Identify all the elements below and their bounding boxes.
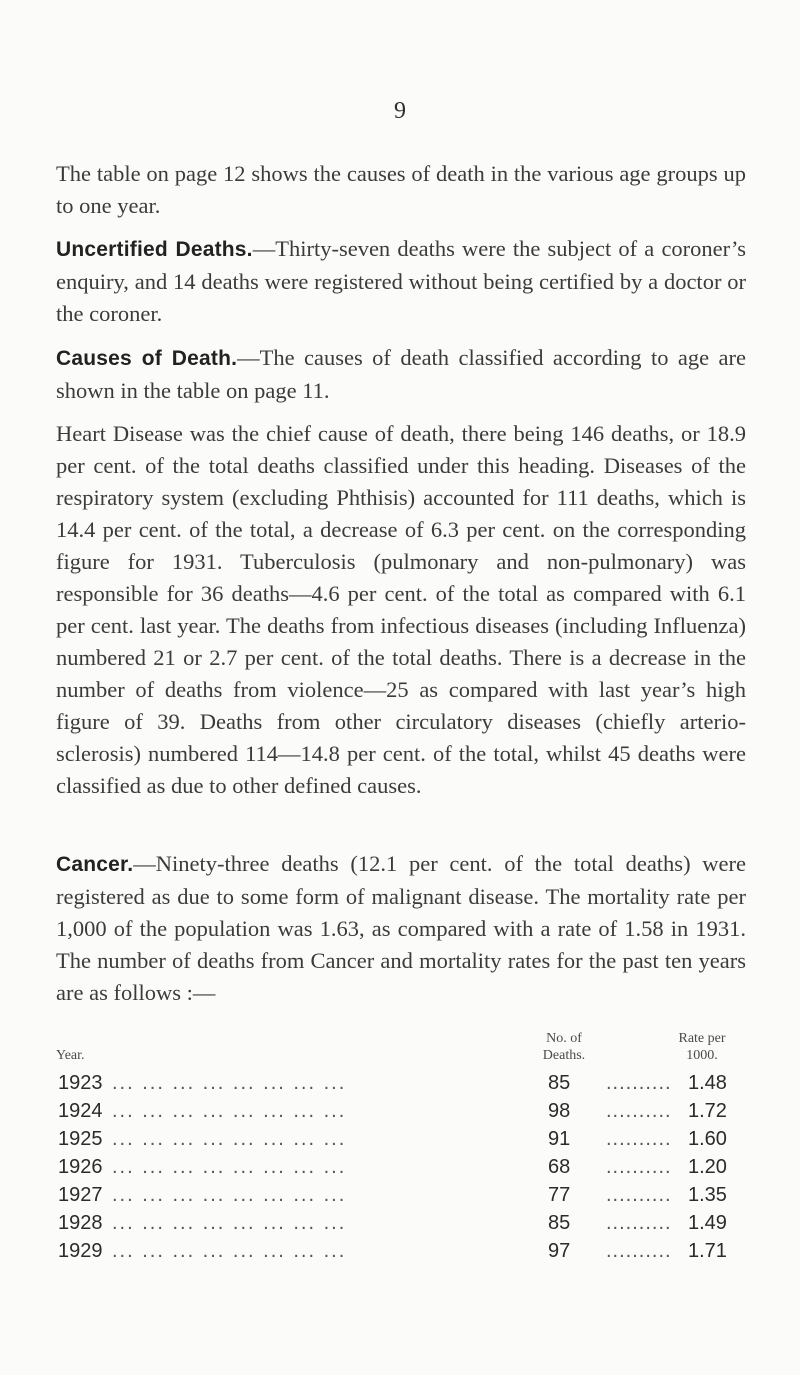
deaths-header-line2: Deaths. [542, 1048, 586, 1063]
table-row [0, 1154, 800, 1182]
row-deaths: 91 [548, 1128, 571, 1150]
row-rate: 1.60 [688, 1128, 727, 1150]
cancer-heading: Cancer. [56, 853, 134, 876]
table-row [0, 1098, 800, 1126]
uncertified-deaths-heading: Uncertified Deaths. [56, 238, 253, 261]
dot-leader: ... ... ... ... ... ... ... ... [112, 1128, 347, 1150]
dot-leader: ... ... ... ... ... ... ... ... [112, 1100, 347, 1122]
cancer-table-header [0, 1030, 800, 1070]
row-year: 1927 [58, 1184, 103, 1206]
rate-header-line2: 1000. [686, 1048, 718, 1063]
dot-leader: ... ... ... ... ... ... ... ... [112, 1240, 347, 1262]
row-rate: 1.72 [688, 1100, 727, 1122]
causes-of-death-text: —The causes of death classified according to age are shown in the table on page 11. [56, 345, 746, 403]
row-year: 1925 [58, 1128, 103, 1150]
causes-of-death-heading: Causes of Death. [56, 347, 238, 370]
row-rate: 1.49 [688, 1212, 727, 1234]
row-rate: 1.35 [688, 1184, 727, 1206]
intro-paragraph: The table on page 12 shows the causes of death in the various age groups up to one year. [56, 161, 746, 218]
row-rate: 1.71 [688, 1240, 727, 1262]
table-row [0, 1182, 800, 1210]
dot-leader: .......... [606, 1212, 672, 1234]
row-year: 1924 [58, 1100, 103, 1122]
row-deaths: 85 [548, 1072, 571, 1094]
row-rate: 1.20 [688, 1156, 727, 1178]
row-deaths: 68 [548, 1156, 571, 1178]
dot-leader: ... ... ... ... ... ... ... ... [112, 1156, 347, 1178]
table-row [0, 1238, 800, 1266]
row-deaths: 97 [548, 1240, 571, 1262]
table-row [0, 1210, 800, 1238]
dot-leader: .......... [606, 1156, 672, 1178]
year-column-header: Year. [56, 1048, 85, 1063]
cancer-text: —Ninety-three deaths (12.1 per cent. of the total deaths) were registered as due to some form of malignant disease. The mortality rate per 1,000 of the population was 1.63, as compared with a rate of 1.58 in 1931. The number of deaths from Cancer and mortality rates for the past ten years are as follows :— [56, 851, 746, 1005]
deaths-header-line1: No. of [546, 1031, 582, 1046]
dot-leader: .......... [606, 1072, 672, 1094]
row-deaths: 98 [548, 1100, 571, 1122]
dot-leader: ... ... ... ... ... ... ... ... [112, 1072, 347, 1094]
causes-of-death-paragraph [56, 342, 746, 407]
row-year: 1926 [58, 1156, 103, 1178]
dot-leader: .......... [606, 1184, 672, 1206]
rate-header-line1: Rate per [678, 1031, 726, 1046]
uncertified-deaths-paragraph [56, 233, 746, 330]
row-deaths: 85 [548, 1212, 571, 1234]
dot-leader: ... ... ... ... ... ... ... ... [112, 1212, 347, 1234]
row-rate: 1.48 [688, 1072, 727, 1094]
dot-leader: .......... [606, 1128, 672, 1150]
row-year: 1928 [58, 1212, 103, 1234]
deaths-column-header [516, 1030, 612, 1064]
row-year: 1929 [58, 1240, 103, 1262]
dot-leader: .......... [606, 1240, 672, 1262]
dot-leader: ... ... ... ... ... ... ... ... [112, 1184, 347, 1206]
dot-leader: .......... [606, 1100, 672, 1122]
heart-disease-paragraph: Heart Disease was the chief cause of death, there being 146 deaths, or 18.9 per cent. of the total deaths classified under this heading. Diseases of the respiratory system (excluding Phthisis) accounted for 111 deaths, which is 14.4 per cent. of the total, a decrease of 6.3 per cent. on the corresponding figure for 1931. Tuberculosis (pulmonary and non-pulmonary) was responsible for 36 deaths—4.6 per cent. of the total as compared with 6.1 per cent. last year. The deaths from infectious diseases (including Influenza) numbered 21 or 2.7 per cent. of the total deaths. There is a decrease in the number of deaths from violence—25 as compared with last year’s high figure of 39. Deaths from other circulatory diseases (chiefly arterio-sclerosis) numbered 114—14.8 per cent. of the total, whilst 45 deaths were classified as due to other defined causes. [56, 421, 746, 798]
uncertified-deaths-text: —Thirty-seven deaths were the subject of a coroner’s enquiry, and 14 deaths were registered without being certified by a doctor or the coroner. [56, 236, 746, 326]
row-year: 1923 [58, 1072, 103, 1094]
row-deaths: 77 [548, 1184, 571, 1206]
page-number: 9 [394, 98, 406, 124]
rate-column-header [662, 1030, 742, 1064]
table-row [0, 1126, 800, 1154]
cancer-table-body [0, 1070, 800, 1266]
table-row [0, 1070, 800, 1098]
cancer-paragraph [56, 848, 746, 1009]
